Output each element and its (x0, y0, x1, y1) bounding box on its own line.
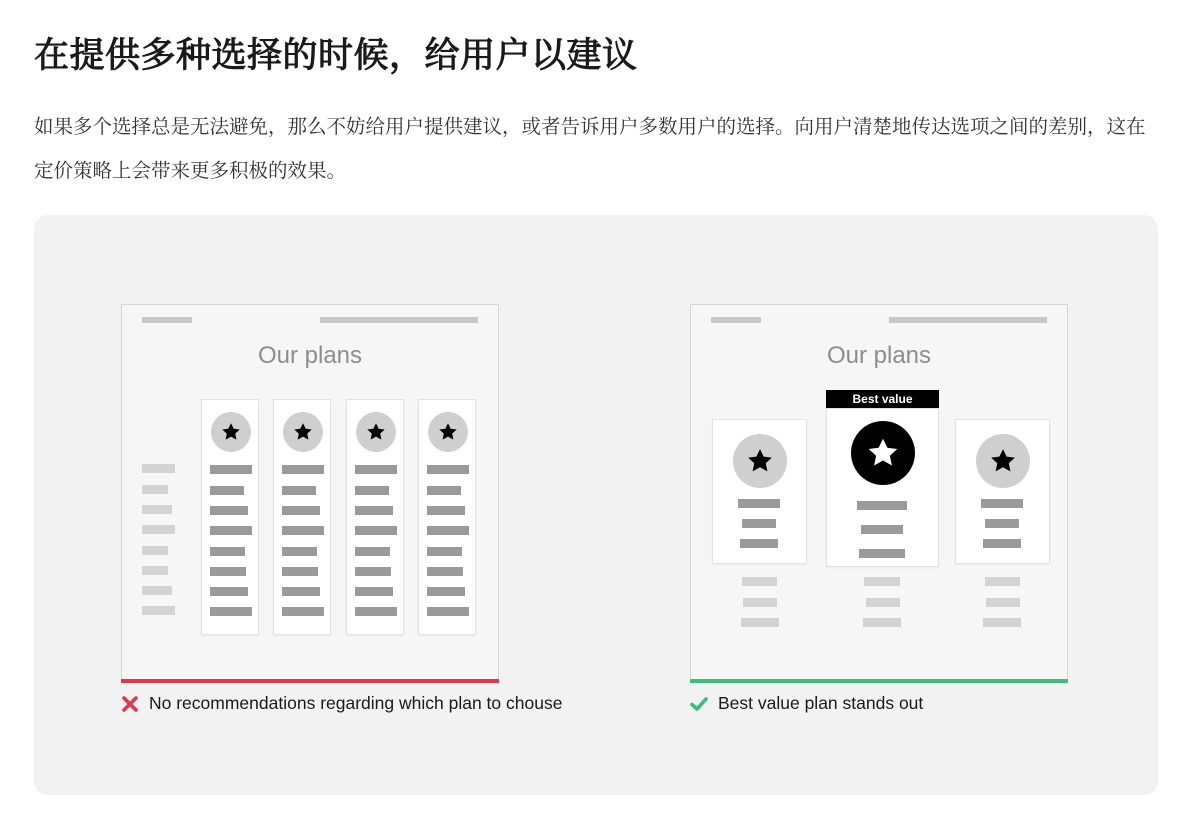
star-icon (356, 412, 396, 452)
page-description: 如果多个选择总是无法避免，那么不妨给用户提供建议，或者告诉用户多数用户的选择。向用户清楚地传达选项之间的差别，这在定价策略上会带来更多积极的效果。 (34, 115, 1146, 182)
good-example-caption (690, 693, 923, 714)
illustration-panel (34, 215, 1158, 795)
mock-header-bar-right (889, 317, 1047, 323)
plan-card (712, 419, 807, 564)
mock-title: Our plans (826, 342, 932, 369)
best-value-badge: Best value (826, 390, 939, 408)
bad-accent-underline (121, 679, 499, 683)
featured-plan-card (826, 408, 939, 567)
good-accent-underline (690, 679, 1068, 683)
plan-card (418, 399, 476, 635)
star-icon (851, 421, 915, 485)
bad-example-caption (121, 693, 562, 714)
plan-card (201, 399, 259, 635)
bad-example-mockup (121, 304, 499, 680)
good-example-mockup (690, 304, 1068, 680)
good-caption-text: Best value plan stands out (718, 693, 924, 713)
cross-icon (121, 695, 139, 713)
star-icon (211, 412, 251, 452)
plan-card (346, 399, 404, 635)
check-icon (690, 695, 708, 713)
mock-title: Our plans (257, 342, 363, 369)
plan-card (273, 399, 331, 635)
star-icon (428, 412, 468, 452)
bad-caption-text: No recommendations regarding which plan to chouse (149, 693, 563, 713)
page-heading: 在提供多种选择的时候，给用户以建议 (34, 36, 638, 76)
plan-card (955, 419, 1050, 564)
star-icon (283, 412, 323, 452)
mock-header-bar-left (142, 317, 192, 323)
star-icon (733, 434, 787, 488)
mock-header-bar-right (320, 317, 478, 323)
star-icon (976, 434, 1030, 488)
mock-header-bar-left (711, 317, 761, 323)
